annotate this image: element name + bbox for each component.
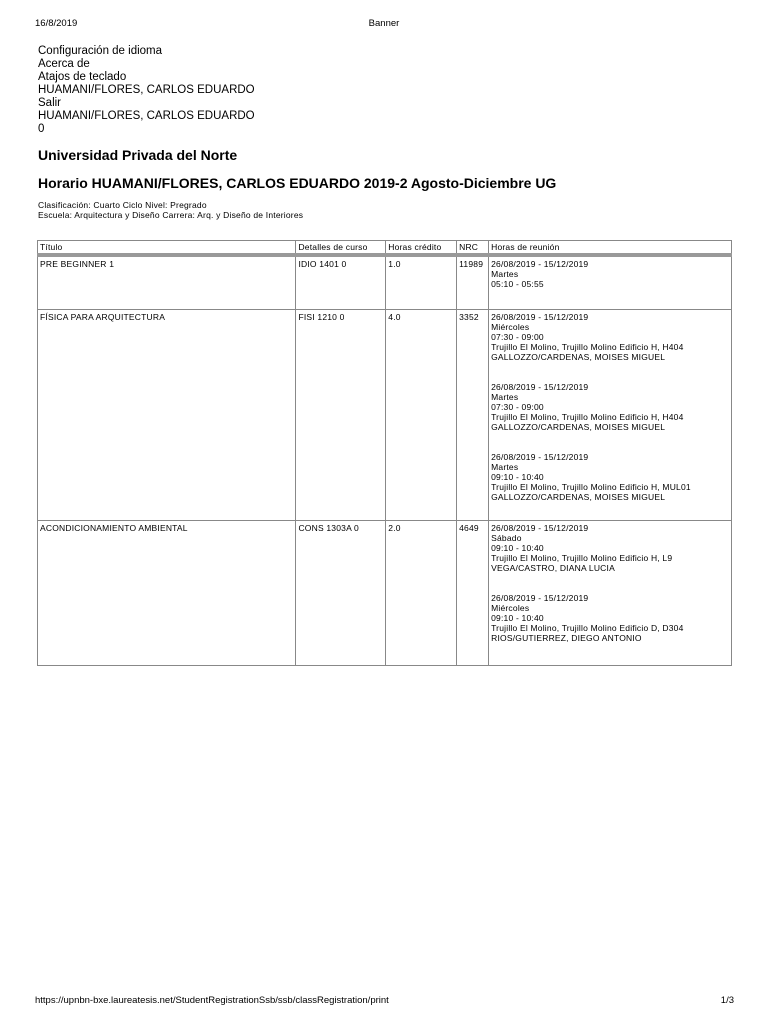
meeting-time: 05:10 - 05:55 <box>491 279 544 289</box>
meeting-times <box>489 310 732 521</box>
page-number: 1/3 <box>720 995 734 1006</box>
meeting-day: Miércoles <box>491 322 530 332</box>
meeting-times <box>489 521 732 666</box>
meeting-day: Sábado <box>491 533 522 543</box>
header-title: Título <box>38 241 296 256</box>
meeting-time: 07:30 - 09:00 <box>491 332 544 342</box>
page-url: https://upnbn-bxe.laureatesis.net/StudentRegistrationSsb/ssb/classRegistration/print <box>35 995 389 1006</box>
meeting-instructor: GALLOZZO/CARDENAS, MOISES MIGUEL <box>491 492 666 502</box>
course-code: FISI 1210 0 <box>296 310 386 521</box>
meeting-instructor: GALLOZZO/CARDENAS, MOISES MIGUEL <box>491 352 666 362</box>
print-page-title: Banner <box>368 18 400 29</box>
schedule-table <box>37 240 732 666</box>
course-nrc: 4649 <box>457 521 489 666</box>
header-credit-hours: Horas crédito <box>386 241 457 256</box>
schedule-title: Horario HUAMANI/FLORES, CARLOS EDUARDO 2019-2 Agosto-Diciembre UG <box>38 175 557 191</box>
table-header-row <box>38 241 732 256</box>
header-meeting-times: Horas de reunión <box>489 241 732 256</box>
meeting-location: Trujillo El Molino, Trujillo Molino Edificio H, H404 <box>491 342 684 352</box>
table-row <box>38 310 732 521</box>
meeting-block <box>491 259 729 289</box>
header-course-details: Detalles de curso <box>296 241 386 256</box>
meeting-block <box>491 382 729 432</box>
meeting-location: Trujillo El Molino, Trujillo Molino Edificio H, L9 <box>491 553 673 563</box>
course-title: PRE BEGINNER 1 <box>38 255 296 310</box>
table-row <box>38 255 732 310</box>
school-line: Escuela: Arquitectura y Diseño Carrera: Arq. y Diseño de Interiores <box>38 210 304 220</box>
course-credits: 4.0 <box>386 310 457 521</box>
meeting-block <box>491 452 729 502</box>
meeting-location: Trujillo El Molino, Trujillo Molino Edificio H, MUL01 <box>491 482 691 492</box>
meeting-dates: 26/08/2019 - 15/12/2019 <box>491 452 589 462</box>
meeting-times <box>489 255 732 310</box>
menu-item-user-profile[interactable]: HUAMANI/FLORES, CARLOS EDUARDO <box>38 110 255 122</box>
classification-line: Clasificación: Cuarto Ciclo Nivel: Pregrado <box>38 200 207 210</box>
user-menu <box>38 45 255 136</box>
meeting-dates: 26/08/2019 - 15/12/2019 <box>491 523 589 533</box>
meeting-instructor: RIOS/GUTIERREZ, DIEGO ANTONIO <box>491 633 642 643</box>
course-title: FÍSICA PARA ARQUITECTURA <box>38 310 296 521</box>
print-footer <box>0 995 768 1009</box>
meeting-day: Martes <box>491 462 519 472</box>
course-code: CONS 1303A 0 <box>296 521 386 666</box>
institution-name: Universidad Privada del Norte <box>38 147 238 163</box>
course-code: IDIO 1401 0 <box>296 255 386 310</box>
meeting-time: 09:10 - 10:40 <box>491 472 544 482</box>
meeting-dates: 26/08/2019 - 15/12/2019 <box>491 593 589 603</box>
meeting-dates: 26/08/2019 - 15/12/2019 <box>491 312 589 322</box>
meeting-instructor: VEGA/CASTRO, DIANA LUCIA <box>491 563 615 573</box>
student-meta <box>38 200 303 220</box>
meeting-block <box>491 593 729 643</box>
course-nrc: 3352 <box>457 310 489 521</box>
menu-item-sign-out[interactable]: Salir <box>38 97 62 109</box>
print-date: 16/8/2019 <box>35 18 78 29</box>
meeting-location: Trujillo El Molino, Trujillo Molino Edificio H, H404 <box>491 412 684 422</box>
meeting-block <box>491 523 729 573</box>
meeting-instructor: GALLOZZO/CARDENAS, MOISES MIGUEL <box>491 422 666 432</box>
course-title: ACONDICIONAMIENTO AMBIENTAL <box>38 521 296 666</box>
meeting-day: Martes <box>491 392 519 402</box>
table-row <box>38 521 732 666</box>
meeting-day: Miércoles <box>491 603 530 613</box>
course-credits: 2.0 <box>386 521 457 666</box>
meeting-day: Martes <box>491 269 519 279</box>
menu-item-language-settings[interactable]: Configuración de idioma <box>38 45 163 57</box>
menu-item-user-name[interactable]: HUAMANI/FLORES, CARLOS EDUARDO <box>38 84 255 96</box>
meeting-dates: 26/08/2019 - 15/12/2019 <box>491 259 589 269</box>
meeting-dates: 26/08/2019 - 15/12/2019 <box>491 382 589 392</box>
meeting-time: 09:10 - 10:40 <box>491 543 544 553</box>
meeting-block <box>491 312 729 362</box>
meeting-time: 09:10 - 10:40 <box>491 613 544 623</box>
menu-item-about[interactable]: Acerca de <box>38 58 90 70</box>
print-header <box>0 18 768 32</box>
menu-item-keyboard-shortcuts[interactable]: Atajos de teclado <box>38 71 127 83</box>
course-credits: 1.0 <box>386 255 457 310</box>
meeting-time: 07:30 - 09:00 <box>491 402 544 412</box>
header-nrc: NRC <box>457 241 489 256</box>
menu-item-notification-count[interactable]: 0 <box>38 123 45 135</box>
meeting-location: Trujillo El Molino, Trujillo Molino Edificio D, D304 <box>491 623 684 633</box>
course-nrc: 11989 <box>457 255 489 310</box>
